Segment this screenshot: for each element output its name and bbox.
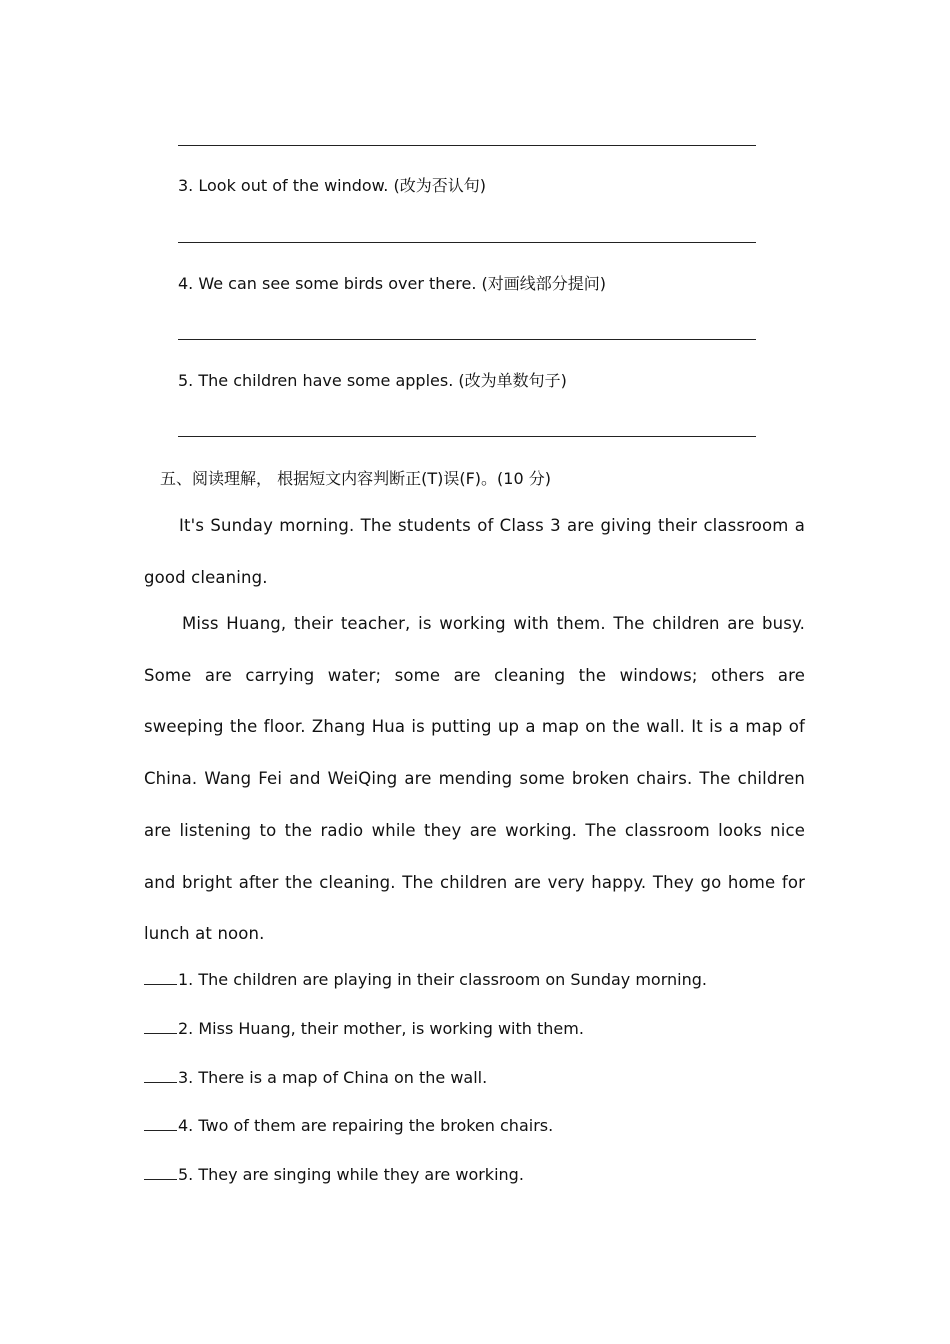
passage-paragraph-1: It's Sunday morning. The students of Class 3 are giving their classroom a good cleaning. (144, 516, 805, 587)
rewrite-item-5 (178, 371, 567, 391)
rewrite-item-3 (178, 176, 486, 196)
item-number: 3. (178, 176, 194, 195)
statement-2 (144, 1019, 584, 1039)
statement-text: 5. They are singing while they are working. (178, 1165, 524, 1184)
answer-blank[interactable] (144, 1019, 177, 1034)
answer-blank[interactable] (144, 1068, 177, 1083)
rewrite-item-4 (178, 274, 606, 294)
item-number: 5. (178, 371, 194, 390)
item-text: Look out of the window. (改为否认句) (198, 176, 486, 195)
answer-line (178, 436, 756, 437)
answer-blank[interactable] (144, 970, 177, 985)
statement-text: 2. Miss Huang, their mother, is working with them. (178, 1019, 584, 1038)
item-text: We can see some birds over there. (对画线部分提问) (198, 274, 606, 293)
statement-3 (144, 1068, 487, 1088)
statement-text: 3. There is a map of China on the wall. (178, 1068, 488, 1087)
statement-text: 1. The children are playing in their classroom on Sunday morning. (178, 970, 707, 989)
passage-paragraph-2: Miss Huang, their teacher, is working with them. The children are busy. Some are carrying water; some are cleaning the windows; others are sweeping the floor. Zhang Hua is putting up a map on the wall. It is a map of China. Wang Fei and WeiQing are mending some broken chairs. The children are listening to the radio while they are working. The classroom looks nice and bright after the cleaning. The children are very happy. They go home for lunch at noon. (144, 614, 805, 944)
answer-blank[interactable] (144, 1165, 177, 1180)
section-heading: 五、阅读理解， 根据短文内容判断正(T)误(F)。(10 分) (160, 469, 551, 488)
statement-5 (144, 1165, 524, 1185)
answer-line (178, 145, 756, 146)
item-number: 4. (178, 274, 194, 293)
statement-4 (144, 1116, 553, 1136)
statement-1 (144, 970, 707, 990)
answer-line (178, 242, 756, 243)
item-text: The children have some apples. (改为单数句子) (198, 371, 567, 390)
statement-text: 4. Two of them are repairing the broken chairs. (178, 1116, 554, 1135)
answer-line (178, 339, 756, 340)
answer-blank[interactable] (144, 1116, 177, 1131)
